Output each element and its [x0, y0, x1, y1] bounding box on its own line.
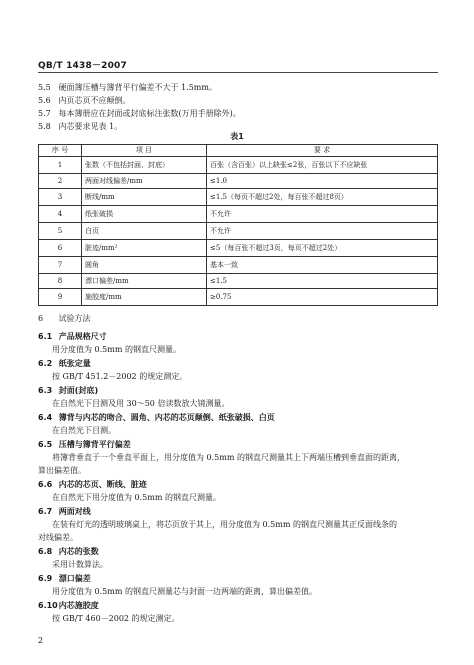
cell-item: 张数（不包括封面、封底）	[82, 157, 207, 174]
clause-number: 6.7	[38, 507, 53, 516]
cell-seq: 7	[39, 257, 82, 274]
table-row	[39, 189, 438, 206]
clause-6-6	[38, 479, 147, 490]
clause-number: 6.6	[38, 480, 53, 489]
table-header-row	[39, 145, 438, 157]
clause-title: 封面(封底)	[58, 386, 99, 395]
clause-body: 在装有灯光的透明玻璃桌上，将芯页放于其上，用分度值为 0.5mm 的钢直尺测量其正反面线条的	[52, 520, 397, 529]
clause-title: 内芯的张数	[58, 547, 99, 556]
clause-number: 6.2	[38, 359, 53, 368]
clause-body: 在自然光下目测及用 30～50 倍读数放大镜测量。	[52, 399, 230, 408]
section-title: 试验方法	[58, 314, 91, 323]
cell-requirement: 基本一致	[207, 257, 438, 274]
cell-seq: 6	[39, 240, 82, 257]
clause-6-4	[38, 412, 275, 423]
clause-number: 6.10	[38, 601, 58, 610]
clause-title: 内芯的芯页、断线、脏迹	[58, 480, 147, 489]
header-requirement: 要 求	[207, 145, 438, 157]
clause-title: 漂口偏差	[58, 574, 91, 583]
cell-requirement: 不允许	[207, 223, 438, 240]
clause-body-continued: 对线偏差。	[38, 533, 78, 542]
cell-requirement: 百张（含百张）以上缺张≤2张，百张以下不应缺张	[207, 157, 438, 174]
clause-title: 压槽与簿背平行偏差	[58, 440, 131, 449]
clause-number: 6.4	[38, 413, 53, 422]
clause-6-2	[38, 358, 91, 369]
clause-title: 内芯施胶度	[58, 601, 99, 610]
cell-seq: 9	[39, 289, 82, 306]
cell-seq: 1	[39, 157, 82, 174]
clause-number: 5.7	[38, 109, 51, 118]
table-row	[39, 174, 438, 189]
cell-item: 两面对线偏差/mm	[82, 174, 207, 189]
cell-requirement: ≤1.0	[207, 174, 438, 189]
cell-requirement: ≤5（每百张不超过3页，每页不超过2处）	[207, 240, 438, 257]
clause-body: 在自然光下用分度值为 0.5mm 的钢直尺测量。	[52, 493, 221, 502]
table-title: 表1	[230, 132, 244, 141]
clause-title: 两面对线	[58, 507, 91, 516]
header-item: 项 目	[82, 145, 207, 157]
clause-6-5	[38, 439, 131, 450]
clause-body: 用分度值为 0.5mm 的钢直尺测量芯与封面一边两端的距离，算出偏差值。	[52, 587, 317, 596]
clause-6-9	[38, 573, 91, 584]
clause-text: 硬面簿压槽与簿背平行偏差不大于 1.5mm。	[58, 83, 217, 92]
cell-item: 断线/mm	[82, 189, 207, 206]
clause-6-1	[38, 331, 107, 342]
cell-item: 脏迹/mm²	[82, 240, 207, 257]
clause-title: 产品规格尺寸	[58, 332, 107, 341]
clause-body: 在自然光下目测。	[52, 426, 116, 435]
cell-seq: 8	[39, 274, 82, 289]
clause-number: 6.5	[38, 440, 53, 449]
cell-requirement: ≥0.75	[207, 289, 438, 306]
clause-title: 簿背与内芯的吻合、圆角、内芯的芯页颠倒、纸张破损、白页	[58, 413, 275, 422]
clause-6-7	[38, 506, 91, 517]
cell-seq: 2	[39, 174, 82, 189]
cell-seq: 3	[39, 189, 82, 206]
clause-number: 5.8	[38, 122, 51, 131]
cell-item: 施胶度/mm	[82, 289, 207, 306]
clause-body: 按 GB/T 460－2002 的规定测定。	[52, 614, 180, 623]
table-row	[39, 206, 438, 223]
cell-item: 漂口偏差/mm	[82, 274, 207, 289]
clause-body-continued: 算出偏差值。	[38, 466, 86, 475]
table-row	[39, 289, 438, 306]
table-row	[39, 240, 438, 257]
cell-item: 白页	[82, 223, 207, 240]
table-row	[39, 274, 438, 289]
clause-6-10	[38, 600, 99, 611]
clause-5-5	[38, 82, 217, 93]
clause-body: 用分度值为 0.5mm 的钢直尺测量。	[52, 345, 181, 354]
clause-6-8	[38, 546, 99, 557]
clause-body: 按 GB/T 451.2－2002 的规定测定。	[52, 372, 188, 381]
cell-item: 纸张破损	[82, 206, 207, 223]
clause-text: 内芯要求见表 1。	[58, 122, 123, 131]
table-row	[39, 157, 438, 174]
requirements-table	[38, 144, 438, 306]
clause-number: 6.9	[38, 574, 53, 583]
clause-number: 6.8	[38, 547, 53, 556]
clause-number: 6.3	[38, 386, 53, 395]
cell-seq: 4	[39, 206, 82, 223]
cell-requirement: ≤1.5（每页不超过2处，每百张不超过8页）	[207, 189, 438, 206]
clause-number: 6.1	[38, 332, 53, 341]
clause-5-7	[38, 108, 241, 119]
table-row	[39, 223, 438, 240]
header-rule	[38, 72, 438, 73]
clause-6-3	[38, 385, 98, 396]
clause-number: 5.5	[38, 83, 51, 92]
standard-number: QB/T 1438－2007	[38, 61, 127, 71]
cell-seq: 5	[39, 223, 82, 240]
cell-requirement: 不允许	[207, 206, 438, 223]
clause-number: 5.6	[38, 96, 51, 105]
section-heading-6	[38, 313, 91, 324]
clause-title: 纸张定量	[58, 359, 91, 368]
clause-body: 采用计数算法。	[52, 560, 108, 569]
clause-text: 每本簿册应在封面或封底标注张数(万用手册除外)。	[58, 109, 241, 118]
page-number: 2	[38, 636, 44, 645]
clause-text: 内页芯页不应颠倒。	[58, 96, 131, 105]
table-row	[39, 257, 438, 274]
header-seq: 序 号	[39, 145, 82, 157]
section-number: 6	[38, 314, 44, 323]
clause-body: 将簿背垂直于一个垂直平面上，用分度值为 0.5mm 的钢直尺测量其上下两端压槽到垂直面的距离，	[52, 453, 405, 462]
clause-5-6	[38, 95, 131, 106]
cell-item: 圆角	[82, 257, 207, 274]
cell-requirement: ≤1.5	[207, 274, 438, 289]
